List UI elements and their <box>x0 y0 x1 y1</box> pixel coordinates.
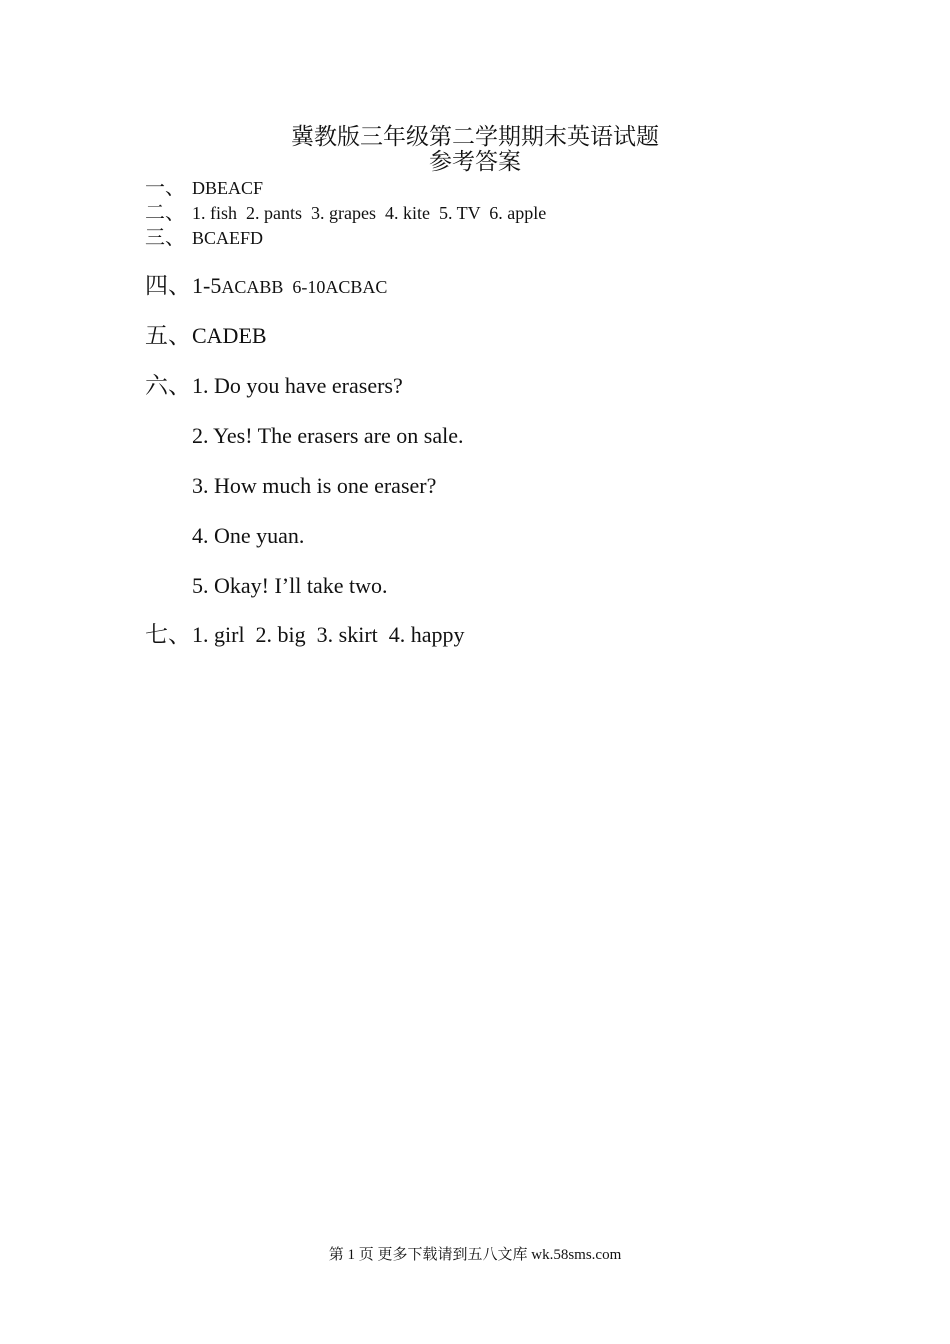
section-answer: ACABB 6-10ACBAC <box>221 277 388 297</box>
section-answer: 1. fish 2. pants 3. grapes 4. kite 5. TV 6. apple <box>192 203 547 223</box>
answer-section-1 <box>145 176 263 200</box>
section-number: 六、 <box>145 373 191 398</box>
answer-section-5 <box>145 322 267 350</box>
section-number: 五、 <box>145 323 191 348</box>
dialogue-line: 5. Okay! I’ll take two. <box>192 573 388 598</box>
section-number: 三、 <box>145 227 185 249</box>
answer-section-3 <box>145 226 263 250</box>
dialogue-line: 4. One yuan. <box>192 523 305 548</box>
document-title: 冀教版三年级第二学期期末英语试题 <box>291 124 659 149</box>
section-number: 一、 <box>145 177 185 199</box>
section-answer: CADEB <box>192 323 267 348</box>
answer-section-7 <box>145 621 465 649</box>
answer-section-4 <box>145 272 387 301</box>
section-answer: BCAEFD <box>192 228 264 248</box>
section-number: 四、 <box>145 273 191 298</box>
dialogue-line: 2. Yes! The erasers are on sale. <box>192 423 464 448</box>
section-number: 二、 <box>145 202 185 224</box>
dialogue-line: 3. How much is one eraser? <box>192 473 437 498</box>
section-answer-prefix: 1-5 <box>192 273 222 298</box>
dialogue-line: 1. Do you have erasers? <box>192 373 403 398</box>
section-number: 七、 <box>145 622 191 647</box>
answer-section-2 <box>145 201 546 225</box>
section-answer: DBEACF <box>192 178 264 198</box>
document-subtitle: 参考答案 <box>429 149 521 174</box>
page-footer: 第 1 页 更多下载请到五八文库 wk.58sms.com <box>328 1247 622 1263</box>
answer-section-6 <box>145 372 403 400</box>
section-answer: 1. girl 2. big 3. skirt 4. happy <box>192 622 465 647</box>
